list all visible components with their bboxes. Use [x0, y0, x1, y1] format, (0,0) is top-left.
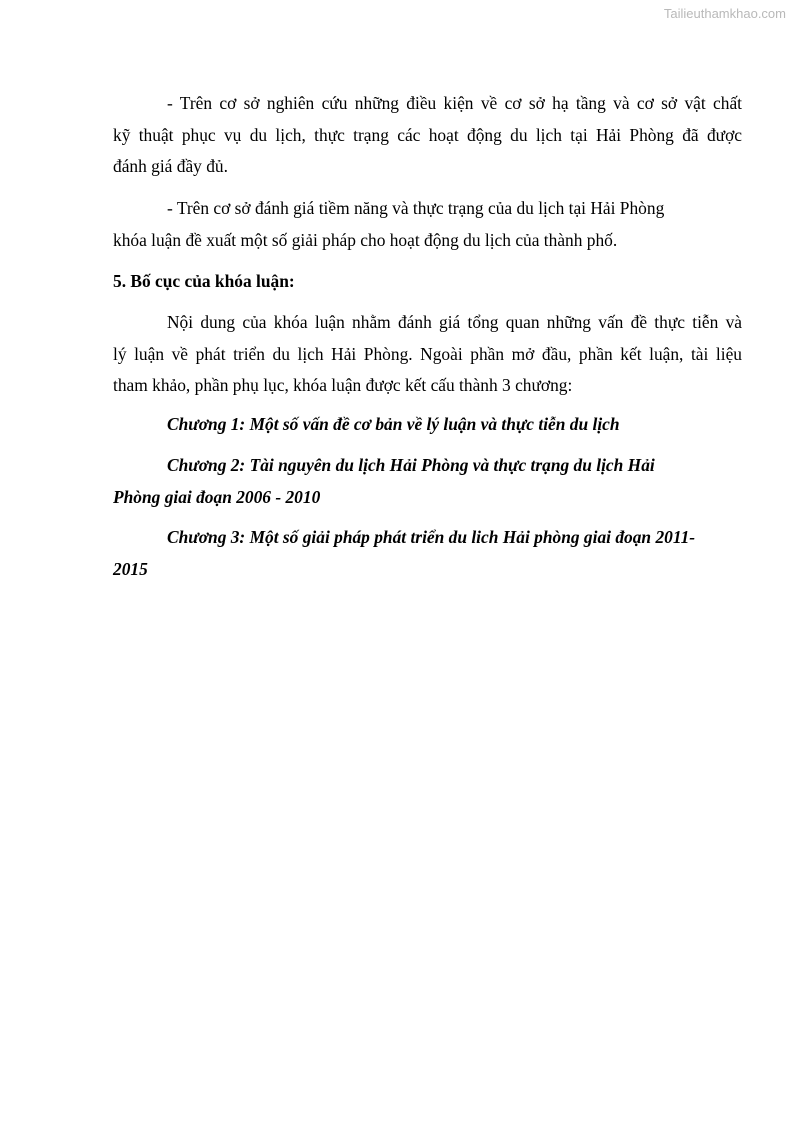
chapter-3-line: Chương 3: Một số giải pháp phát triển du lich Hải phòng giai đoạn 2011- [167, 527, 696, 547]
chapter-1: Chương 1: Một số vấn đề cơ bản về lý luận và thực tiễn du lịch [167, 414, 620, 434]
paragraph-line: đánh giá đầy đủ. [113, 156, 228, 176]
paragraph-line: lý luận về phát triển du lịch Hải Phòng. Ngoài phần mở đầu, phần kết luận, tài liệu [113, 344, 742, 364]
paragraph-line: tham khảo, phần phụ lục, khóa luận được kết cấu thành 3 chương: [113, 375, 573, 395]
chapter-2-line: Chương 2: Tài nguyên du lịch Hải Phòng và thực trạng du lịch Hải [167, 455, 655, 475]
chapter-2-line: Phòng giai đoạn 2006 - 2010 [113, 487, 321, 507]
watermark: Tailieuthamkhao.com [663, 6, 786, 21]
paragraph-line: - Trên cơ sở nghiên cứu những điều kiện về cơ sở hạ tầng và cơ sở vật chất [167, 93, 742, 113]
paragraph-line: khóa luận đề xuất một số giải pháp cho hoạt động du lịch của thành phố. [113, 230, 618, 250]
paragraph-line: - Trên cơ sở đánh giá tiềm năng và thực trạng của du lịch tại Hải Phòng [167, 198, 665, 218]
paragraph-line: kỹ thuật phục vụ du lịch, thực trạng các hoạt động du lịch tại Hải Phòng đã được [113, 125, 742, 145]
chapter-3-line: 2015 [113, 559, 148, 579]
paragraph-line: Nội dung của khóa luận nhằm đánh giá tổng quan những vấn đề thực tiễn và [167, 312, 742, 332]
section-heading: 5. Bố cục của khóa luận: [113, 271, 295, 291]
